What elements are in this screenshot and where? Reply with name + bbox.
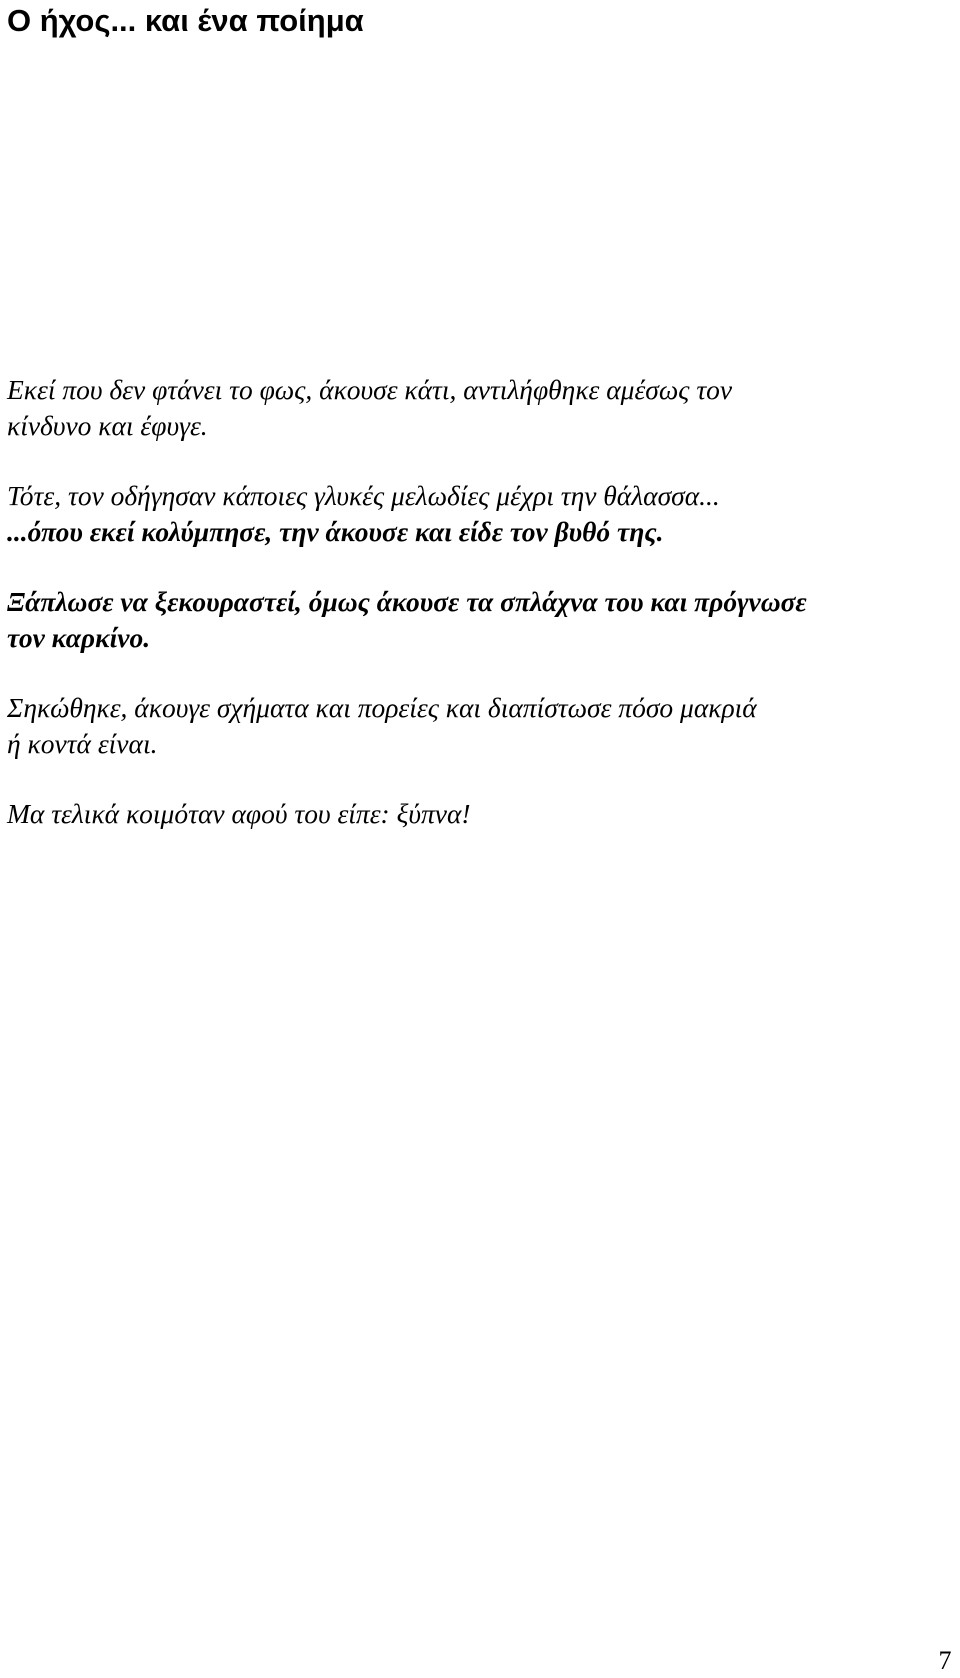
poem-line: Σηκώθηκε, άκουγε σχήματα και πορείες και διαπίστωσε πόσο μακριά — [7, 692, 757, 723]
page-number: 7 — [938, 1646, 952, 1675]
page-title: Ο ήχος... και ένα ποίημα — [7, 3, 364, 38]
stanza-4 — [7, 690, 952, 761]
stanza-3 — [7, 584, 952, 655]
poem-line: τον καρκίνο. — [7, 621, 151, 653]
poem-line: κίνδυνο και έφυγε. — [7, 409, 208, 441]
poem-line: Ξάπλωσε να ξεκουραστεί, όμως άκουσε τα σπλάχνα του και πρόγνωσε — [7, 586, 807, 617]
poem-line: Εκεί που δεν φτάνει το φως, άκουσε κάτι, αντιλήφθηκε αμέσως τον — [7, 374, 733, 405]
poem-line: ...όπου εκεί κολύμπησε, την άκουσε και είδε τον βυθό της. — [7, 515, 664, 547]
poem-line: ή κοντά είναι. — [7, 727, 158, 759]
stanza-1 — [7, 372, 952, 443]
stanza-5 — [7, 796, 952, 832]
stanza-2 — [7, 478, 952, 549]
poem — [7, 372, 952, 867]
poem-line: Τότε, τον οδήγησαν κάποιες γλυκές μελωδίες μέχρι την θάλασσα... — [7, 480, 720, 511]
poem-line: Μα τελικά κοιμόταν αφού του είπε: ξύπνα! — [7, 798, 471, 829]
